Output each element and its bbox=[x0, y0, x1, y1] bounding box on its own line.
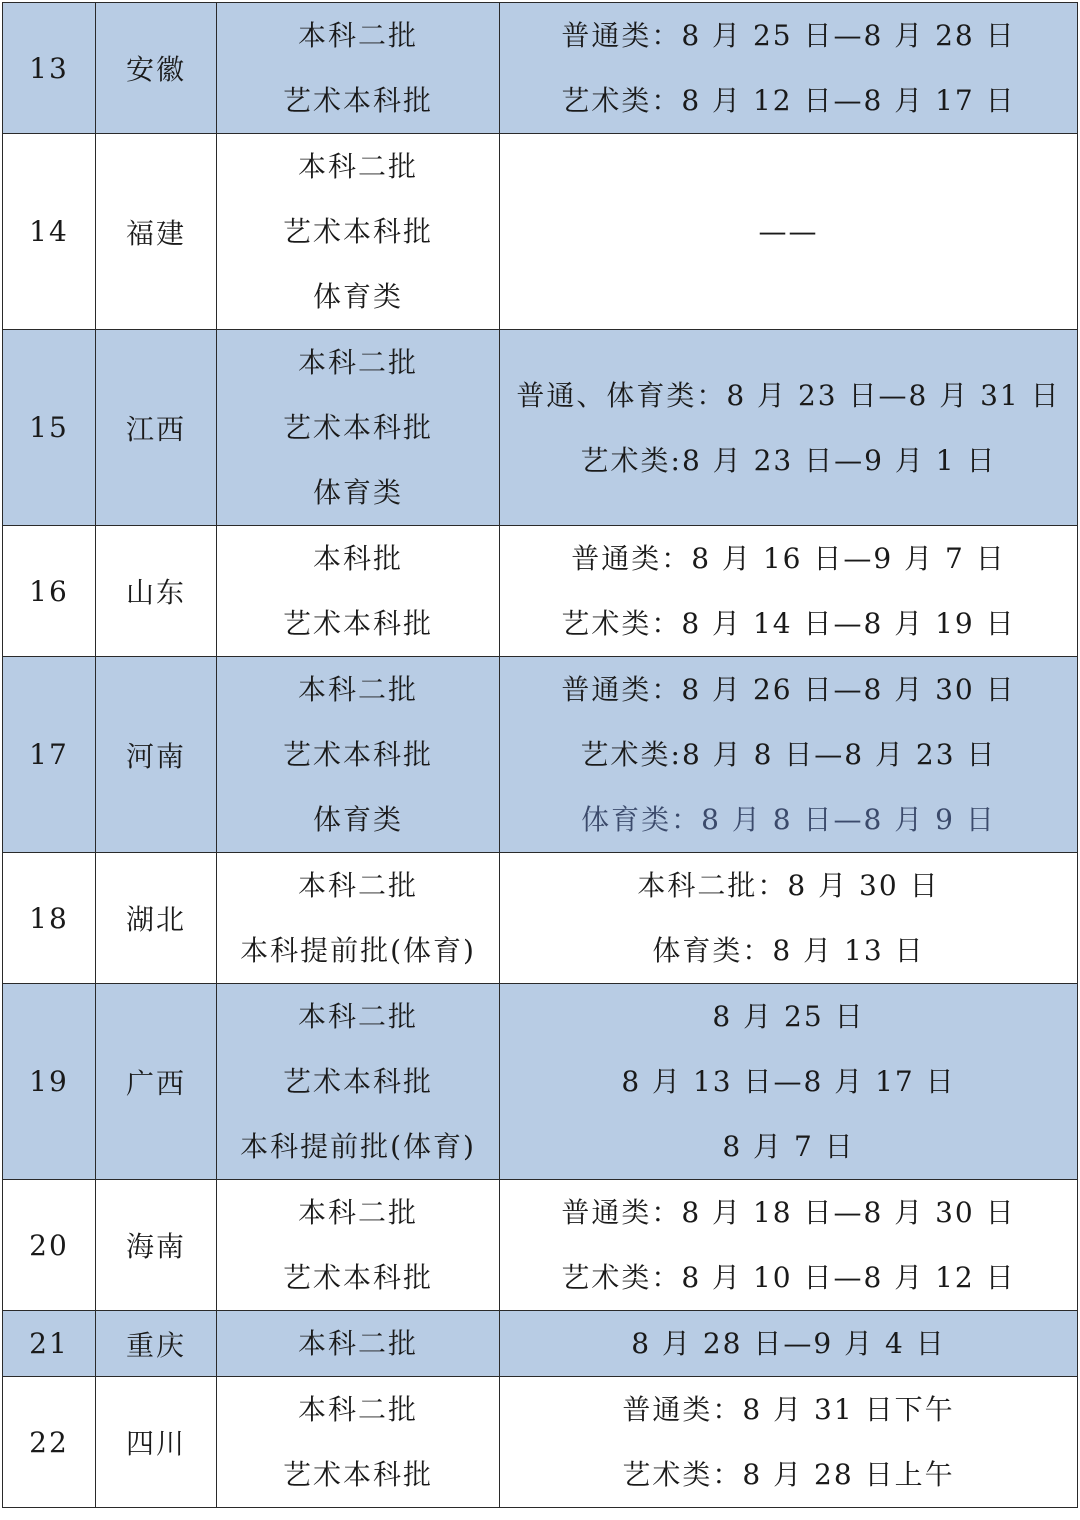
time-cell bbox=[500, 330, 1078, 526]
batch-cell bbox=[217, 526, 500, 657]
batch-label: 艺术本科批 bbox=[282, 1065, 433, 1098]
batch-label: 艺术本科批 bbox=[282, 215, 433, 248]
batch-label: 艺术本科批 bbox=[282, 1261, 433, 1294]
time-label: 艺术类：8 月 14 日—8 月 19 日 bbox=[561, 607, 1016, 640]
batch-cell bbox=[217, 657, 500, 853]
province-name: 海南 bbox=[96, 1180, 217, 1311]
province-name: 江西 bbox=[96, 330, 217, 526]
time-label: 艺术类：8 月 12 日—8 月 17 日 bbox=[561, 84, 1016, 117]
time-label: 8 月 28 日—9 月 4 日 bbox=[631, 1327, 946, 1360]
batch-label: 本科二批 bbox=[297, 19, 418, 52]
province-name: 四川 bbox=[96, 1377, 217, 1508]
row-number: 21 bbox=[3, 1311, 96, 1377]
batch-cell bbox=[217, 1311, 500, 1377]
province-name: 广西 bbox=[96, 984, 217, 1180]
time-cell bbox=[500, 853, 1078, 984]
table-row bbox=[3, 1180, 1078, 1311]
table-row bbox=[3, 134, 1078, 330]
row-number: 18 bbox=[3, 853, 96, 984]
row-number: 15 bbox=[3, 330, 96, 526]
time-label: 体育类：8 月 8 日—8 月 9 日 bbox=[581, 803, 996, 836]
table-row bbox=[3, 1377, 1078, 1508]
time-label: 艺术类：8 月 28 日上午 bbox=[622, 1458, 955, 1491]
batch-label: 艺术本科批 bbox=[282, 84, 433, 117]
batch-label: 本科二批 bbox=[297, 1327, 418, 1360]
batch-label: 体育类 bbox=[312, 280, 403, 313]
time-label: 艺术类：8 月 10 日—8 月 12 日 bbox=[561, 1261, 1016, 1294]
province-name: 福建 bbox=[96, 134, 217, 330]
batch-cell bbox=[217, 1180, 500, 1311]
batch-label: 艺术本科批 bbox=[282, 1458, 433, 1491]
province-name: 河南 bbox=[96, 657, 217, 853]
table-row bbox=[3, 1311, 1078, 1377]
time-label: 8 月 13 日—8 月 17 日 bbox=[621, 1065, 956, 1098]
table-row bbox=[3, 330, 1078, 526]
batch-label: 艺术本科批 bbox=[282, 738, 433, 771]
time-label: 普通、体育类：8 月 23 日—8 月 31 日 bbox=[516, 378, 1061, 412]
time-cell bbox=[500, 526, 1078, 657]
batch-label: 艺术本科批 bbox=[282, 411, 433, 444]
batch-label: 本科二批 bbox=[297, 673, 418, 706]
row-number: 14 bbox=[3, 134, 96, 330]
row-number: 17 bbox=[3, 657, 96, 853]
batch-label: 体育类 bbox=[312, 803, 403, 836]
province-name: 山东 bbox=[96, 526, 217, 657]
table-row bbox=[3, 3, 1078, 134]
time-label: 普通类：8 月 16 日—9 月 7 日 bbox=[571, 542, 1006, 575]
batch-cell bbox=[217, 330, 500, 526]
time-cell bbox=[500, 1377, 1078, 1508]
batch-label: 本科二批 bbox=[297, 1000, 418, 1033]
batch-label: 艺术本科批 bbox=[282, 607, 433, 640]
time-cell bbox=[500, 1311, 1078, 1377]
admission-schedule-table bbox=[2, 2, 1078, 1508]
table-row bbox=[3, 526, 1078, 657]
time-cell bbox=[500, 3, 1078, 134]
time-label: 普通类：8 月 31 日下午 bbox=[622, 1393, 955, 1426]
batch-label: 本科二批 bbox=[297, 346, 418, 379]
batch-label: 本科批 bbox=[312, 542, 403, 575]
batch-label: 本科提前批(体育) bbox=[240, 934, 476, 967]
province-name: 湖北 bbox=[96, 853, 217, 984]
batch-cell bbox=[217, 1377, 500, 1508]
batch-label: 本科二批 bbox=[297, 1196, 418, 1229]
batch-label: 本科提前批(体育) bbox=[240, 1130, 476, 1163]
table-row bbox=[3, 853, 1078, 984]
batch-cell bbox=[217, 3, 500, 134]
table-row bbox=[3, 984, 1078, 1180]
time-label: 8 月 25 日 bbox=[712, 1000, 865, 1033]
time-label: 普通类：8 月 25 日—8 月 28 日 bbox=[561, 19, 1016, 52]
table-row bbox=[3, 657, 1078, 853]
time-label: 体育类：8 月 13 日 bbox=[652, 934, 925, 967]
table-body bbox=[3, 3, 1078, 1508]
batch-label: 体育类 bbox=[312, 476, 403, 509]
row-number: 20 bbox=[3, 1180, 96, 1311]
time-label: —— bbox=[758, 215, 819, 248]
province-name: 安徽 bbox=[96, 3, 217, 134]
time-label: 普通类：8 月 26 日—8 月 30 日 bbox=[561, 673, 1016, 706]
time-cell bbox=[500, 657, 1078, 853]
row-number: 22 bbox=[3, 1377, 96, 1508]
time-cell bbox=[500, 984, 1078, 1180]
time-label: 普通类：8 月 18 日—8 月 30 日 bbox=[561, 1196, 1016, 1229]
batch-label: 本科二批 bbox=[297, 150, 418, 183]
time-cell bbox=[500, 1180, 1078, 1311]
row-number: 19 bbox=[3, 984, 96, 1180]
time-label: 8 月 7 日 bbox=[722, 1130, 855, 1163]
time-label: 艺术类:8 月 8 日—8 月 23 日 bbox=[580, 738, 997, 771]
row-number: 13 bbox=[3, 3, 96, 134]
batch-cell bbox=[217, 984, 500, 1180]
province-name: 重庆 bbox=[96, 1311, 217, 1377]
time-label: 艺术类:8 月 23 日—9 月 1 日 bbox=[580, 443, 997, 477]
time-cell bbox=[500, 134, 1078, 330]
batch-label: 本科二批 bbox=[297, 869, 418, 902]
batch-label: 本科二批 bbox=[297, 1393, 418, 1426]
batch-cell bbox=[217, 134, 500, 330]
batch-cell bbox=[217, 853, 500, 984]
row-number: 16 bbox=[3, 526, 96, 657]
time-label: 本科二批：8 月 30 日 bbox=[637, 869, 940, 902]
